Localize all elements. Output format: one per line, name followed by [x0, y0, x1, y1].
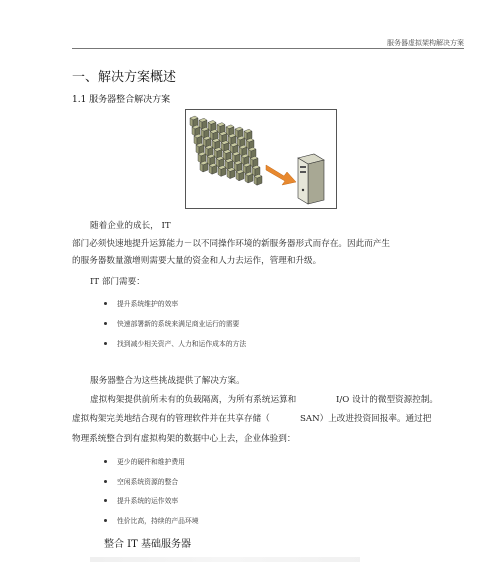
bullet-icon [104, 480, 107, 483]
para1-line2: 部门必须快速地提升运算能力－以不同操作环境的新服务器形式而存在。因此而产生 [72, 239, 390, 249]
para1-line3: 的服务器数量激增则需要大量的资金和人力去运作，管理和升级。 [72, 256, 322, 266]
arrow-icon [266, 165, 296, 185]
server-consolidation-illustration [186, 110, 336, 208]
para2-line2a: 虚拟构架提供前所未有的负载隔离，为所有系统运算和 [90, 395, 297, 405]
faded-line [90, 557, 360, 562]
small-server-icon [209, 163, 217, 174]
bullet-icon [104, 302, 107, 305]
list-item [104, 318, 239, 328]
header-rule [72, 48, 464, 49]
para2-line4: 物理系统整合到有虚拟构架的数据中心上去，企业体验到： [72, 434, 296, 444]
list-item-text: 更少的硬件和维护费用 [117, 458, 185, 466]
list-item [104, 456, 185, 466]
list-item-text: 提升系统维护的效率 [117, 300, 179, 308]
server-icon [298, 154, 324, 204]
section-title: 一、解决方案概述 [72, 70, 177, 85]
bullet-icon [104, 322, 107, 325]
small-server-icon [254, 174, 262, 185]
list-item-text: 提升系统的运作效率 [117, 497, 179, 505]
list-item-text: 性价比高，持续的产品环境 [117, 517, 199, 525]
para1-line1: 随着企业的成长， IT [90, 221, 171, 231]
bullet-icon [104, 342, 107, 345]
para2-line3b: SAN）上改进投资回报率。通过把 [300, 414, 432, 424]
list-item-text: 快速部署新的系统来满足商业运行的需要 [117, 320, 240, 328]
list-item [104, 476, 178, 486]
small-server-icon [227, 168, 235, 179]
small-server-icon [236, 170, 244, 181]
para2-line2b: I/O 设计的微型资源控制。 [336, 395, 439, 405]
small-server-icon [200, 161, 208, 172]
subsection-title: 1.1 服务器整合解决方案 [72, 95, 171, 105]
list-item [104, 495, 178, 505]
list-item [104, 298, 178, 308]
bullet-icon [104, 499, 107, 502]
bullet-icon [104, 460, 107, 463]
list-item-text: 找到减少相关资产、人力和运作成本的方法 [117, 340, 247, 348]
list-item [104, 515, 199, 525]
small-server-icon [218, 165, 226, 176]
para2-line3a: 虚拟构架完美地结合现有的管理软件并在共享存储（ [72, 414, 270, 424]
list-item-text: 空闲系统资源的整合 [117, 478, 179, 486]
para2-line1: 服务器整合为这些挑战提供了解决方案。 [90, 376, 245, 386]
page-header: 服务器虚拟架构解决方案 [387, 39, 464, 47]
subheading: 整合 IT 基础服务器 [104, 539, 191, 550]
list-item [104, 338, 246, 348]
small-server-icon [245, 172, 253, 183]
consolidation-figure [185, 109, 337, 209]
bullet-icon [104, 519, 107, 522]
it-needs-label: IT 部门需要： [90, 277, 145, 287]
